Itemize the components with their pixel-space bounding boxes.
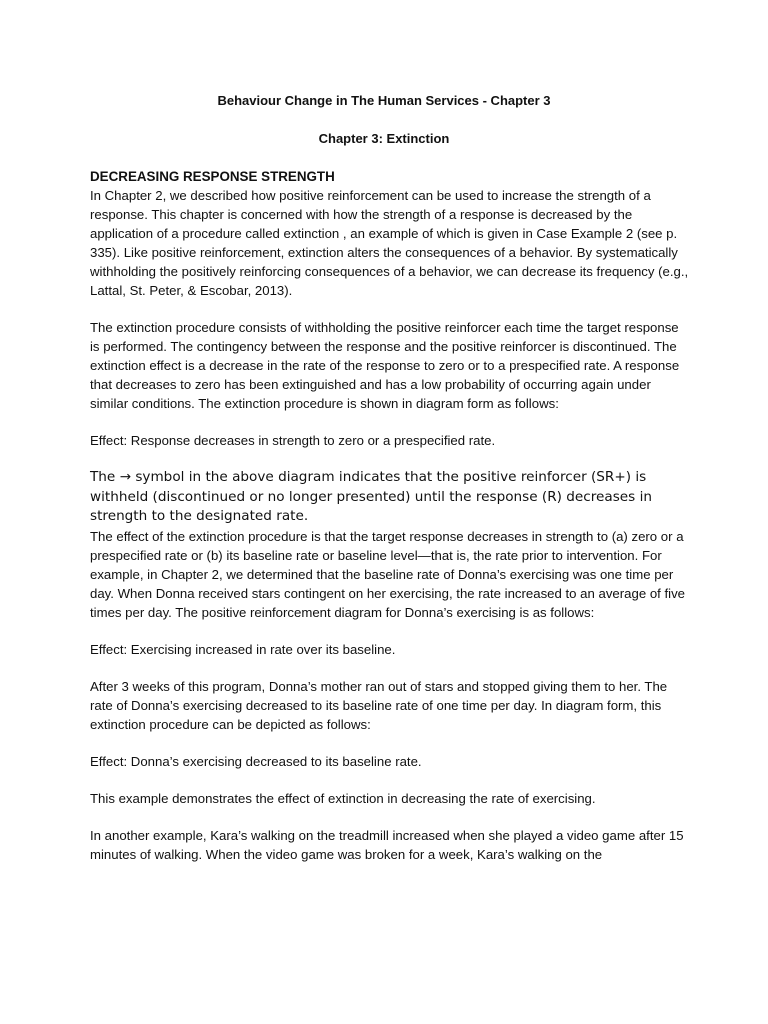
paragraph-donna-stars: After 3 weeks of this program, Donna’s mother ran out of stars and stopped giving them to her. The rate of Donna’s exercising decreased to its baseline rate of one time per day. In diagram form, this extinction procedure can be depicted as follows: xyxy=(90,678,668,732)
paragraph-effect-2: Effect: Exercising increased in rate over its baseline. xyxy=(90,641,396,657)
paragraph-spacer xyxy=(90,808,690,826)
paragraph-symbol-note: The → symbol in the above diagram indicates that the positive reinforcer (SR+) is withheld (discontinued or no longer presented) until the response (R) decreases in strength to the designated rate. xyxy=(90,469,652,524)
paragraph-kara-example: In another example, Kara’s walking on the treadmill increased when she played a video game after 15 minutes of walking. When the video game was broken for a week, Kara’s walking on the xyxy=(90,827,684,862)
paragraph-spacer xyxy=(90,413,690,431)
paragraph-spacer xyxy=(90,622,690,640)
paragraph-spacer xyxy=(90,300,690,318)
chapter-title: Chapter 3: Extinction xyxy=(318,131,450,146)
section-heading: DECREASING RESPONSE STRENGTH xyxy=(90,169,335,184)
paragraph-spacer xyxy=(90,771,690,789)
paragraph-effect-3: Effect: Donna’s exercising decreased to its baseline rate. xyxy=(90,753,422,769)
paragraph-spacer xyxy=(90,659,690,677)
paragraph-spacer xyxy=(90,734,690,752)
paragraph-procedure: The extinction procedure consists of withholding the positive reinforcer each time the target response is performed. The contingency between the response and the positive reinforcer is discontinued. The extinction effect is a decrease in the rate of the response to zero or to a prespecified rate. A response that decreases to zero has been extinguished and has a low probability of occurring again under similar conditions. The extinction procedure is shown in diagram form as follows: xyxy=(90,320,680,411)
paragraph-effect-1: Effect: Response decreases in strength to zero or a prespecified rate. xyxy=(90,433,496,448)
paragraph-intro: In Chapter 2, we described how positive reinforcement can be used to increase the strength of a response. This chapter is concerned with how the strength of a response is decreased by the application of a procedure called extinction , an example of which is given in Case Example 2 (see p. 335). Like positive reinforcement, extinction alters the consequences of a behavior. By systematically withholding the positively reinforcing consequences of a behavior, we can decrease its frequency (e.g., Lattal, St. Peter, & Escobar, 2013). xyxy=(90,188,689,298)
paragraph-spacer xyxy=(90,450,690,468)
paragraph-effect-explanation: The effect of the extinction procedure is that the target response decreases in strength to (a) zero or a prespecified rate or (b) its baseline rate or baseline level—that is, the rate prior to intervention. For example, in Chapter 2, we determined that the baseline rate of Donna’s exercising was one time per day. When Donna received stars contingent on her exercising, the rate increased to an average of five times per day. The positive reinforcement diagram for Donna’s exercising is as follows: xyxy=(90,528,686,620)
document-body xyxy=(90,167,690,864)
paragraph-example-summary: This example demonstrates the effect of extinction in decreasing the rate of exercising. xyxy=(90,790,596,806)
document-title: Behaviour Change in The Human Services - Chapter 3 xyxy=(217,93,551,108)
